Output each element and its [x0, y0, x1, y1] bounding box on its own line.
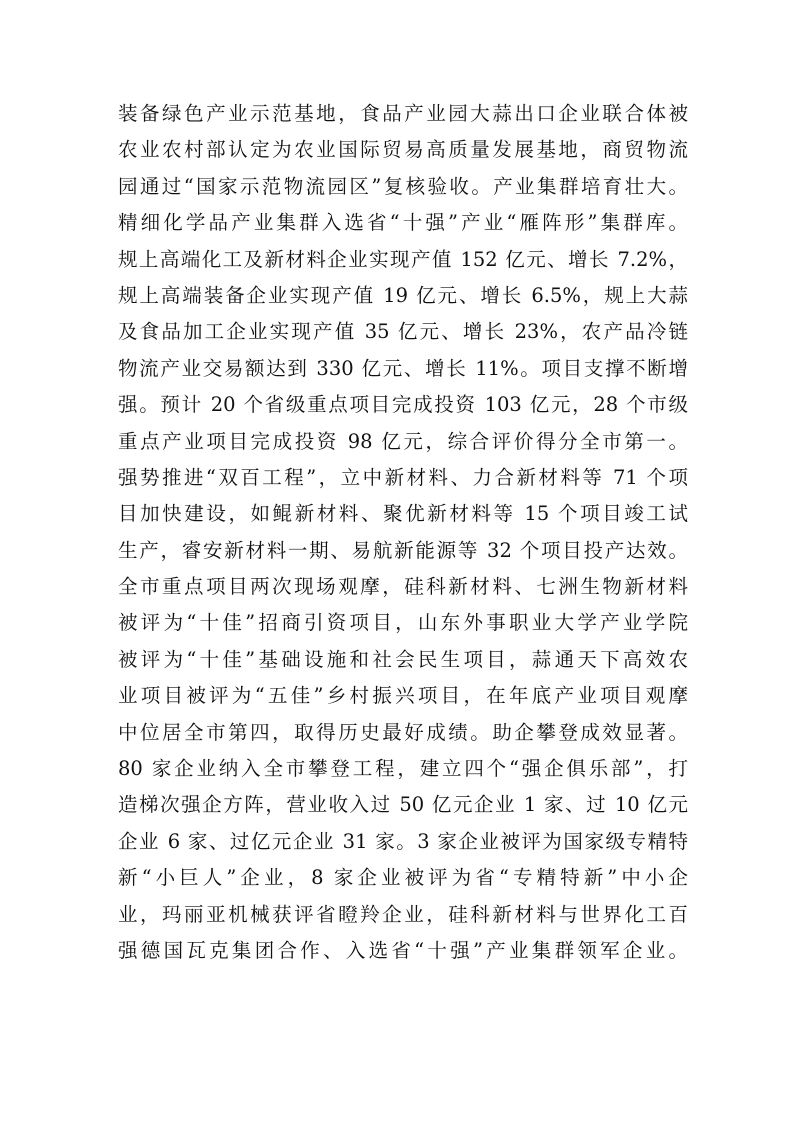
- text-line: 精细化学品产业集群入选省“十强”产业“雁阵形”集群库。: [118, 211, 688, 235]
- text-line: 被评为“十佳”基础设施和社会民生项目，蒜通天下高效农: [118, 647, 688, 671]
- text-line: 生产，睿安新材料一期、易航新能源等 32 个项目投产达效。: [118, 538, 688, 562]
- text-line: 企业 6 家、过亿元企业 31 家。3 家企业被评为国家级专精特: [118, 829, 688, 853]
- text-line: 重点产业项目完成投资 98 亿元，综合评价得分全市第一。: [118, 429, 688, 453]
- text-line: 装备绿色产业示范基地，食品产业园大蒜出口企业联合体被: [118, 102, 688, 125]
- text-line: 中位居全市第四，取得历史最好成绩。助企攀登成效显著。: [118, 720, 688, 744]
- text-line: 规上高端装备企业实现产值 19 亿元、增长 6.5%，规上大蒜: [118, 283, 688, 307]
- text-line: 造梯次强企方阵，营业收入过 50 亿元企业 1 家、过 10 亿元: [118, 793, 688, 817]
- text-line: 全市重点项目两次现场观摩，硅科新材料、七洲生物新材料: [118, 575, 688, 599]
- text-line: 物流产业交易额达到 330 亿元、增长 11%。项目支撑不断增: [118, 356, 688, 380]
- text-line: 及食品加工企业实现产值 35 亿元、增长 23%，农产品冷链: [118, 320, 688, 344]
- text-line: 业，玛丽亚机械获评省瞪羚企业，硅科新材料与世界化工百: [118, 902, 688, 926]
- text-line: 强势推进“双百工程”，立中新材料、力合新材料等 71 个项: [118, 465, 688, 489]
- text-line: 强德国瓦克集团合作、入选省“十强”产业集群领军企业。: [118, 938, 688, 962]
- text-line: 农业农村部认定为农业国际贸易高质量发展基地，商贸物流: [118, 138, 688, 162]
- text-line: 目加快建设，如鲲新材料、聚优新材料等 15 个项目竣工试: [118, 502, 688, 526]
- text-line: 80 家企业纳入全市攀登工程，建立四个“强企俱乐部”，打: [118, 757, 688, 781]
- text-line: 业项目被评为“五佳”乡村振兴项目，在年底产业项目观摩: [118, 684, 688, 708]
- body-paragraph: [118, 96, 688, 969]
- text-line: 被评为“十佳”招商引资项目，山东外事职业大学产业学院: [118, 611, 688, 635]
- text-line: 园通过“国家示范物流园区”复核验收。产业集群培育壮大。: [118, 174, 688, 198]
- text-line: 规上高端化工及新材料企业实现产值 152 亿元、增长 7.2%，: [118, 247, 688, 271]
- text-line: 新“小巨人”企业，8 家企业被评为省“专精特新”中小企: [118, 866, 688, 890]
- text-line: 强。预计 20 个省级重点项目完成投资 103 亿元，28 个市级: [118, 393, 688, 417]
